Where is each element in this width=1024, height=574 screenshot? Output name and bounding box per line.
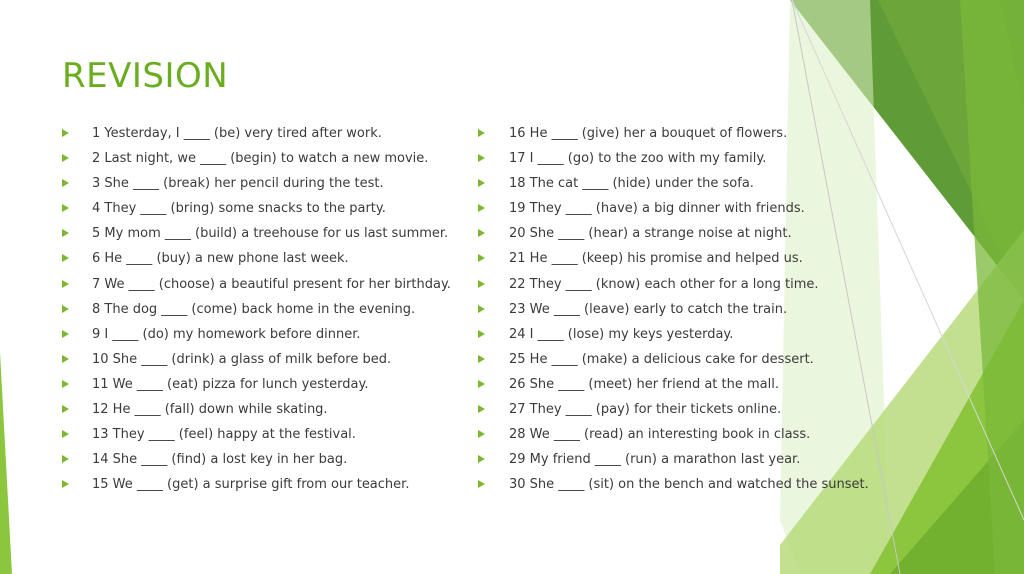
exercise-sentence: 19 They ____ (have) a big dinner with friends. bbox=[509, 201, 805, 217]
list-item bbox=[478, 372, 898, 397]
exercise-sentence: 22 They ____ (know) each other for a long time. bbox=[509, 276, 819, 292]
list-item bbox=[478, 322, 898, 347]
list-item bbox=[478, 422, 898, 447]
list-item bbox=[478, 397, 898, 422]
exercise-sentence: 30 She ____ (sit) on the bench and watched the sunset. bbox=[509, 477, 869, 493]
list-item bbox=[62, 347, 482, 372]
exercise-sentence: 14 She ____ (find) a lost key in her bag. bbox=[92, 452, 348, 468]
triangle-bullet-icon bbox=[62, 355, 69, 363]
slide-title: REVISION bbox=[62, 56, 229, 96]
exercise-sentence: 20 She ____ (hear) a strange noise at night. bbox=[509, 226, 792, 242]
triangle-bullet-icon bbox=[478, 330, 485, 338]
triangle-bullet-icon bbox=[62, 455, 69, 463]
triangle-bullet-icon bbox=[478, 154, 485, 162]
exercise-sentence: 5 My mom ____ (build) a treehouse for us last summer. bbox=[92, 226, 449, 242]
list-item bbox=[478, 272, 898, 297]
triangle-bullet-icon bbox=[478, 204, 485, 212]
triangle-bullet-icon bbox=[62, 229, 69, 237]
list-item bbox=[62, 196, 482, 221]
list-item bbox=[62, 472, 482, 497]
exercise-sentence: 2 Last night, we ____ (begin) to watch a new movie. bbox=[92, 151, 429, 167]
exercise-sentence: 7 We ____ (choose) a beautiful present for her birthday. bbox=[92, 276, 451, 292]
exercise-sentence: 10 She ____ (drink) a glass of milk before bed. bbox=[92, 351, 392, 367]
exercise-sentence: 13 They ____ (feel) happy at the festival. bbox=[92, 427, 356, 443]
list-item bbox=[478, 221, 898, 246]
exercise-sentence: 8 The dog ____ (come) back home in the evening. bbox=[92, 301, 416, 317]
triangle-bullet-icon bbox=[62, 430, 69, 438]
triangle-bullet-icon bbox=[62, 280, 69, 288]
triangle-bullet-icon bbox=[62, 380, 69, 388]
exercise-sentence: 24 I ____ (lose) my keys yesterday. bbox=[509, 326, 734, 342]
exercise-sentence: 28 We ____ (read) an interesting book in class. bbox=[509, 427, 811, 443]
triangle-bullet-icon bbox=[62, 480, 69, 488]
triangle-bullet-icon bbox=[62, 305, 69, 313]
exercise-sentence: 26 She ____ (meet) her friend at the mall. bbox=[509, 376, 779, 392]
list-item bbox=[478, 347, 898, 372]
list-item bbox=[62, 322, 482, 347]
list-item bbox=[62, 422, 482, 447]
exercise-sentence: 4 They ____ (bring) some snacks to the party. bbox=[92, 201, 386, 217]
triangle-bullet-icon bbox=[62, 179, 69, 187]
list-item bbox=[478, 447, 898, 472]
list-item bbox=[478, 171, 898, 196]
exercise-sentence: 15 We ____ (get) a surprise gift from our teacher. bbox=[92, 477, 410, 493]
exercise-sentence: 23 We ____ (leave) early to catch the train. bbox=[509, 301, 788, 317]
exercise-sentence: 29 My friend ____ (run) a marathon last year. bbox=[509, 452, 801, 468]
list-item bbox=[62, 146, 482, 171]
list-item bbox=[62, 297, 482, 322]
triangle-bullet-icon bbox=[478, 405, 485, 413]
list-item bbox=[478, 472, 898, 497]
triangle-bullet-icon bbox=[478, 179, 485, 187]
list-item bbox=[478, 196, 898, 221]
triangle-bullet-icon bbox=[62, 405, 69, 413]
exercise-sentence: 21 He ____ (keep) his promise and helped us. bbox=[509, 251, 803, 267]
triangle-bullet-icon bbox=[478, 129, 485, 137]
list-item bbox=[62, 447, 482, 472]
exercise-list-right bbox=[478, 121, 898, 497]
list-item bbox=[62, 121, 482, 146]
list-item bbox=[62, 246, 482, 271]
exercise-sentence: 9 I ____ (do) my homework before dinner. bbox=[92, 326, 361, 342]
exercise-sentence: 12 He ____ (fall) down while skating. bbox=[92, 402, 328, 418]
triangle-bullet-icon bbox=[478, 480, 485, 488]
left-edge-sliver bbox=[0, 352, 12, 574]
exercise-sentence: 11 We ____ (eat) pizza for lunch yesterday. bbox=[92, 376, 369, 392]
list-item bbox=[62, 397, 482, 422]
triangle-bullet-icon bbox=[478, 305, 485, 313]
triangle-bullet-icon bbox=[62, 154, 69, 162]
triangle-bullet-icon bbox=[62, 330, 69, 338]
exercise-list-left bbox=[62, 121, 482, 497]
exercise-sentence: 16 He ____ (give) her a bouquet of flowers. bbox=[509, 126, 788, 141]
triangle-bullet-icon bbox=[478, 380, 485, 388]
triangle-bullet-icon bbox=[62, 129, 69, 137]
list-item bbox=[478, 246, 898, 271]
exercise-sentence: 18 The cat ____ (hide) under the sofa. bbox=[509, 176, 754, 192]
exercise-sentence: 3 She ____ (break) her pencil during the test. bbox=[92, 176, 384, 192]
triangle-bullet-icon bbox=[478, 229, 485, 237]
triangle-bullet-icon bbox=[478, 430, 485, 438]
triangle-bullet-icon bbox=[478, 254, 485, 262]
exercise-sentence: 25 He ____ (make) a delicious cake for dessert. bbox=[509, 351, 814, 367]
exercise-sentence: 6 He ____ (buy) a new phone last week. bbox=[92, 251, 349, 267]
triangle-bullet-icon bbox=[478, 280, 485, 288]
triangle-bullet-icon bbox=[62, 204, 69, 212]
list-item bbox=[478, 121, 898, 146]
triangle-bullet-icon bbox=[478, 355, 485, 363]
list-item bbox=[62, 171, 482, 196]
list-item bbox=[62, 221, 482, 246]
list-item bbox=[62, 272, 482, 297]
list-item bbox=[478, 297, 898, 322]
exercise-sentence: 1 Yesterday, I ____ (be) very tired after work. bbox=[92, 126, 382, 141]
exercise-sentence: 27 They ____ (pay) for their tickets online. bbox=[509, 402, 782, 418]
list-item bbox=[478, 146, 898, 171]
triangle-bullet-icon bbox=[478, 455, 485, 463]
exercise-sentence: 17 I ____ (go) to the zoo with my family. bbox=[509, 151, 767, 167]
list-item bbox=[62, 372, 482, 397]
triangle-bullet-icon bbox=[62, 254, 69, 262]
